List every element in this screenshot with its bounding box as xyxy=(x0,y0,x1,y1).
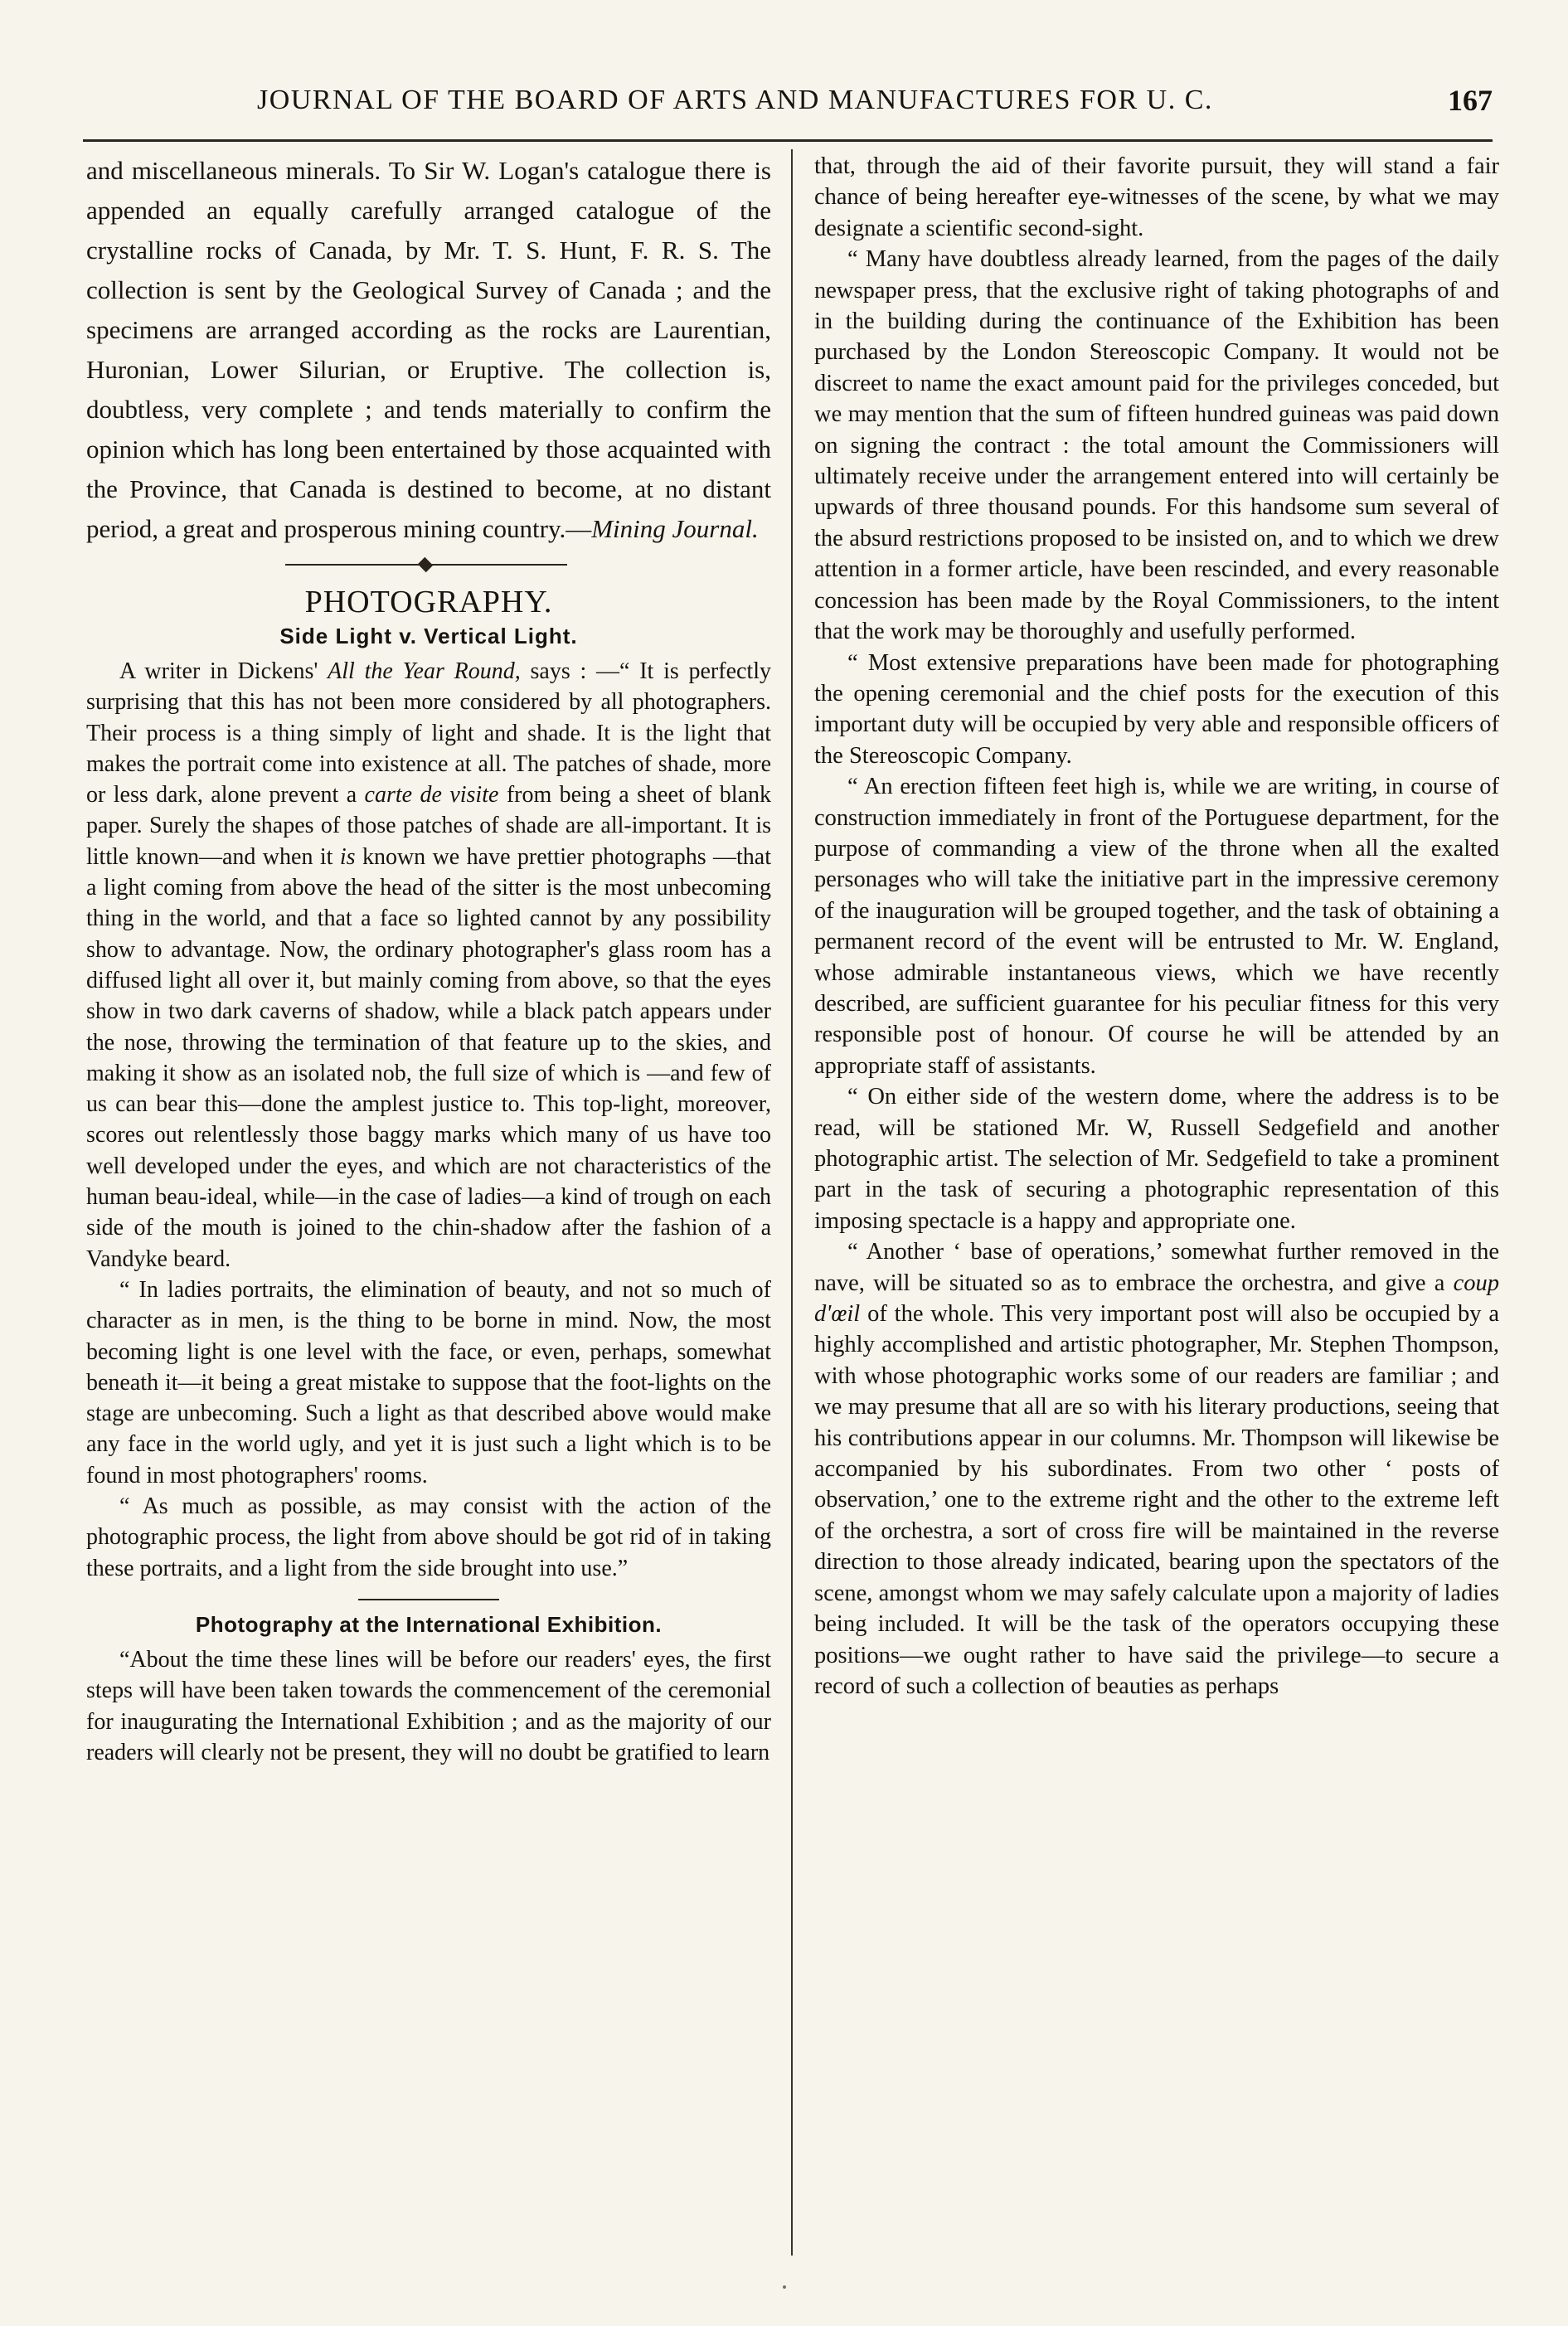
section-ornament xyxy=(86,554,771,575)
mining-paragraph xyxy=(86,151,771,549)
article-paragraph: that, through the aid of their favorite pursuit, they will stand a fair chance of being hereafter eye-witnesses of the scene, by what we may designate a scientific second-sight. xyxy=(814,153,1499,241)
article-paragraph: “ Many have doubtless already learned, from the pages of the daily newspaper press, that the exclusive right of taking photographs of and in the building during the continuance of the Exhibition has been purchased by the London Stereoscopic Company. It would not be discreet to name the exact amount paid for the privileges conceded, but we may mention that the sum of fifteen hundred guineas was paid down on signing the contract : the total amount the Commissioners will ultimately receive under the arrangement entered into will certainly be upwards of three thousand pounds. For this handsome sum several of the absurd restrictions proposed to be insisted on, and to which we drew attention in a former article, have been rescinded, and every reasonable concession has been made by the Royal Commissioners, to the intent that the work may be thoroughly and usefully performed. xyxy=(814,246,1499,645)
article-paragraph: “ As much as possible, as may consist with the action of the photographic process, the light from above should be got rid of in taking these portraits, and a light from the side brought into use.” xyxy=(86,1493,771,1581)
subtitle-international-exhibition: Photography at the International Exhibition. xyxy=(195,1611,663,1637)
article-paragraph: “ Another ‘ base of operations,’ somewhat further removed in the nave, will be situated so as to embrace the orchestra, and give a coup d'œil of the whole. This very important post will also be occupied by a highly accomplished and artistic photographer, Mr. Stephen Thompson, with whose photographic works some of our readers are familiar ; and we may presume that all are so with his literary productions, seeing that his contributions appear in our columns. Mr. Thompson will likewise be accompanied by his subordinates. From two other ‘ posts of observation,’ one to the extreme right and the other to the extreme left of the orchestra, a sort of cross fire will be maintained in the reverse direction to those already indicated, bearing upon the spectators of the scene, amongst whom we may safely calculate upon a majority of ladies being included. It will be the task of the operators occupying these positions—we ought rather to have said the privilege—to secure a record of such a collection of beauties as perhaps xyxy=(814,1239,1499,1699)
article-paragraph: “ On either side of the western dome, where the address is to be read, will be stationed Mr. W, Russell Sedgefield and another photographic artist. The selection of Mr. Sedgefield to take a prominent part in the task of securing a photographic representation of this imposing spectacle is a happy and appropriate one. xyxy=(814,1084,1499,1234)
column-divider xyxy=(791,149,793,2256)
left-column xyxy=(86,151,771,1768)
article-paragraph: “ In ladies portraits, the elimination of beauty, and not so much of character as in men, is the thing to be borne in mind. Now, the most becoming light is one level with the face, or even, perhaps, somewhat beneath it—it being a great mistake to suppose that the foot-lights on the stage are unbecoming. Such a light as that described above would make any face in the world ugly, and yet it is just such a light which is to be found in most photographers' rooms. xyxy=(86,1276,771,1488)
page-header xyxy=(83,80,1493,126)
mining-text: and miscellaneous minerals. To Sir W. Logan's catalogue there is appended an equally carefully arranged catalogue of the crystalline rocks of Canada, by Mr. T. S. Hunt, F. R. S. The collection is sent by the Geological Survey of Canada ; and the specimens are arranged according as the rocks are Laurentian, Huronian, Lower Silurian, or Eruptive. The collection is, doubtless, very complete ; and tends materially to confirm the opinion which has long been entertained by those acquainted with the Province, that Canada is destined to become, at no distant period, a great and prosperous mining country.— xyxy=(86,156,771,543)
running-title: JOURNAL OF THE BOARD OF ARTS AND MANUFACTURES FOR U. C. xyxy=(257,85,1213,115)
section-title-photography: PHOTOGRAPHY. xyxy=(304,585,553,619)
page-number: 167 xyxy=(1448,84,1493,117)
mining-source: Mining Journal. xyxy=(591,514,759,543)
header-rule xyxy=(83,139,1493,142)
side-light-article xyxy=(86,656,771,1768)
article-paragraph: “ An erection fifteen feet high is, while we are writing, in course of construction immediately in front of the Portuguese department, for the purpose of commanding a view of the throne when all the exalted personages who will take the initiative part in the impressive ceremony of the inauguration will be grouped together, and the task of obtaining a permanent record of the event will be entrusted to Mr. W. England, whose admirable instantaneous views, which we have recently described, are sufficient guarantee for his peculiar fitness for this very responsible post of honour. Of course he will be attended by an appropriate staff of assistants. xyxy=(814,774,1499,1079)
subtitle-side-light: Side Light v. Vertical Light. xyxy=(279,624,578,648)
right-column xyxy=(814,151,1499,1702)
mining-article-end xyxy=(86,151,771,549)
paper-speck xyxy=(783,2285,786,2289)
article-separator xyxy=(358,1599,499,1600)
article-paragraph: “ Most extensive preparations have been made for photographing the opening ceremonial and the chief posts for the execution of this important duty will be occupied by very able and responsible officers of the Stereoscopic Company. xyxy=(814,649,1499,769)
article-paragraph: A writer in Dickens' All the Year Round, says : —“ It is perfectly surprising that this has not been more considered by all photographers. Their process is a thing simply of light and shade. It is the light that makes the portrait come into existence at all. The patches of shade, more or less dark, alone prevent a carte de visite from being a sheet of blank paper. Surely the shapes of those patches of shade are all-important. It is little known—and when it is known we have prettier photographs —that a light coming from above the head of the sitter is the most unbecoming thing in the world, and that a face so lighted cannot by any possibility show to advantage. Now, the ordinary photographer's glass room has a diffused light all over it, but mainly coming from above, so that the eyes show in two dark caverns of shadow, while a black patch appears under the nose, throwing the termination of that feature up to the skies, and making it show as an isolated nob, the full size of which is —and few of us can bear this—done the amplest justice to. This top-light, moreover, scores out relentlessly those baggy marks which many of us have too well developed under the eyes, and which are not characteristics of the human beau-ideal, while—in the case of ladies—a kind of trough on each side of the mouth is joined to the chin-shadow after the fashion of a Vandyke beard. xyxy=(86,658,771,1272)
article-paragraph: “About the time these lines will be before our readers' eyes, the first steps will have been taken towards the commencement of the ceremonial for inaugurating the International Exhibition ; and as the majority of our readers will clearly not be present, they will no doubt be gratified to learn xyxy=(86,1646,771,1765)
